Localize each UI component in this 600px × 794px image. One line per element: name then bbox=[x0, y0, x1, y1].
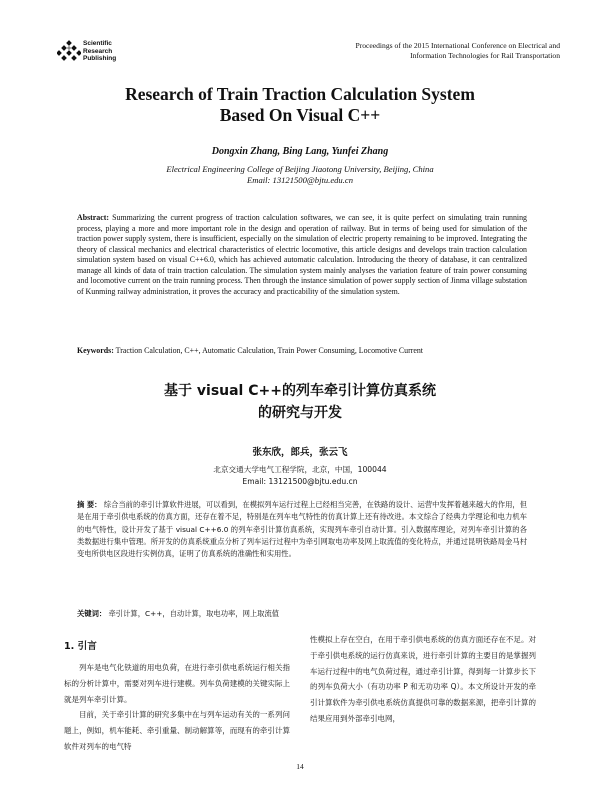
authors-zh: 张东欣，郎兵，张云飞 bbox=[252, 447, 348, 458]
abstract-zh bbox=[77, 499, 527, 560]
keywords-en bbox=[77, 346, 527, 357]
abstract-en bbox=[77, 213, 527, 297]
body-column-left bbox=[64, 632, 290, 755]
abstract-zh-text: 综合当前的牵引计算软件进展，可以看到，在模拟列车运行过程上已经相当完善，在铁路的设计、运营中发挥着越来越大的作用，但是在用于牵引供电系统的仿真方面，还存在着不足，特别是在列车电气特性的仿真计算上还有待改进。本文综合了经典力学理论和电力机车的电气特性，设计开发了基于 visual C++6.0 的列车牵引计算仿真系统，实现列车牵引自动计算。引入数据库理论，对列车牵引计算的各类数据进行集中管理。所开发的仿真系统重点分析了列车运行过程中为牵引网取电功率及网上取流值的变化特点，并通过昆明铁路局金马村变电所供电区段进行实例仿真，证明了仿真系统的准确性和实用性。 bbox=[77, 500, 527, 559]
email-en: Email: 13121500@bjtu.edu.cn bbox=[246, 175, 353, 185]
page-number: 14 bbox=[296, 762, 304, 771]
affiliation-en: Electrical Engineering College of Beijing Jiaotong University, Beijing, China Email: 13121500@bjtu.edu.cn bbox=[60, 164, 540, 186]
keywords-zh-label: 关键词： bbox=[77, 609, 107, 618]
paragraph: 目前，关于牵引计算的研究多集中在与列车运动有关的一系列问题上，例如，机车能耗、牵引重量、制动解算等，而现有的牵引计算软件对列车的电气特 bbox=[64, 710, 290, 751]
title-zh: 基于 visual C++的列车牵引计算仿真系统 的研究与开发 bbox=[164, 383, 436, 421]
keywords-zh-text: 牵引计算，C++，自动计算，取电功率，网上取流值 bbox=[108, 609, 280, 618]
paragraph: 性模拟上存在空白，在用于牵引供电系统的仿真方面还存在不足。对于牵引供电系统的运行仿真来说，进行牵引计算的主要目的是掌握列车运行过程中的电气负荷过程，通过牵引计算，得到每一计算步长下的列车负荷大小（有功功率 P 和无功功率 Q）。本文所设计开发的牵引计算软件为牵引供电系统仿真提供可靠的数据来源，把牵引计算的结果应用到外部牵引电网， bbox=[310, 635, 536, 723]
authors-en: Dongxin Zhang, Bing Lang, Yunfei Zhang bbox=[211, 146, 389, 157]
abstract-en-text: Summarizing the current progress of traction calculation softwares, we can see, it is quite perfect on simulating train running process, playing a more and more important role in the design and operation of railway. But in terms of being used for simulation of the traction power supply system, there is insufficient, especially on the simulation of electric property remaining to be improved. Integrating the theory of classical mechanics and electrical characteristics of electric locomotive, this article designs and develops train traction calculation simulation system based on visual C++6.0, which has achieved automatic calculation. Introducing the theory of database, it can centralized manage all kinds of data of train traction calculation. The simulation system mainly analyses the variation feature of train power consuming and locomotive current on the train running process. Then through the instance simulation of power supply section of Jinma village substation of Kunming railway administration, it proves the accuracy and practicability of the simulation system. bbox=[77, 213, 527, 296]
title-en: Research of Train Traction Calculation System Based On Visual C++ bbox=[125, 84, 475, 125]
abstract-en-label: Abstract: bbox=[77, 213, 109, 222]
publisher-logo-icon bbox=[57, 40, 81, 64]
email-zh: Email: 13121500@bjtu.edu.cn bbox=[242, 477, 358, 486]
affiliation-zh: 北京交通大学电气工程学院，北京，中国，100044 Email: 13121500@bjtu.edu.cn bbox=[60, 464, 540, 488]
section-heading: 1. 引言 bbox=[64, 641, 97, 652]
body-column-right bbox=[310, 632, 536, 727]
keywords-zh bbox=[77, 609, 527, 619]
paragraph: 列车是电气化铁道的用电负荷，在进行牵引供电系统运行相关指标的分析计算中，需要对列车进行建模。列车负荷建模的关键实际上就是列车牵引计算。 bbox=[64, 663, 290, 704]
abstract-zh-label: 摘 要： bbox=[77, 500, 102, 509]
keywords-en-text: Traction Calculation, C++, Automatic Calculation, Train Power Consuming, Locomotive Current bbox=[115, 346, 424, 355]
conference-header: Proceedings of the 2015 International Conference on Electrical and Information Technologies for Rail Transportation bbox=[355, 41, 560, 60]
keywords-en-label: Keywords: bbox=[77, 346, 114, 355]
publisher-name: Scientific Research Publishing bbox=[83, 40, 117, 62]
publisher-logo bbox=[57, 38, 177, 68]
